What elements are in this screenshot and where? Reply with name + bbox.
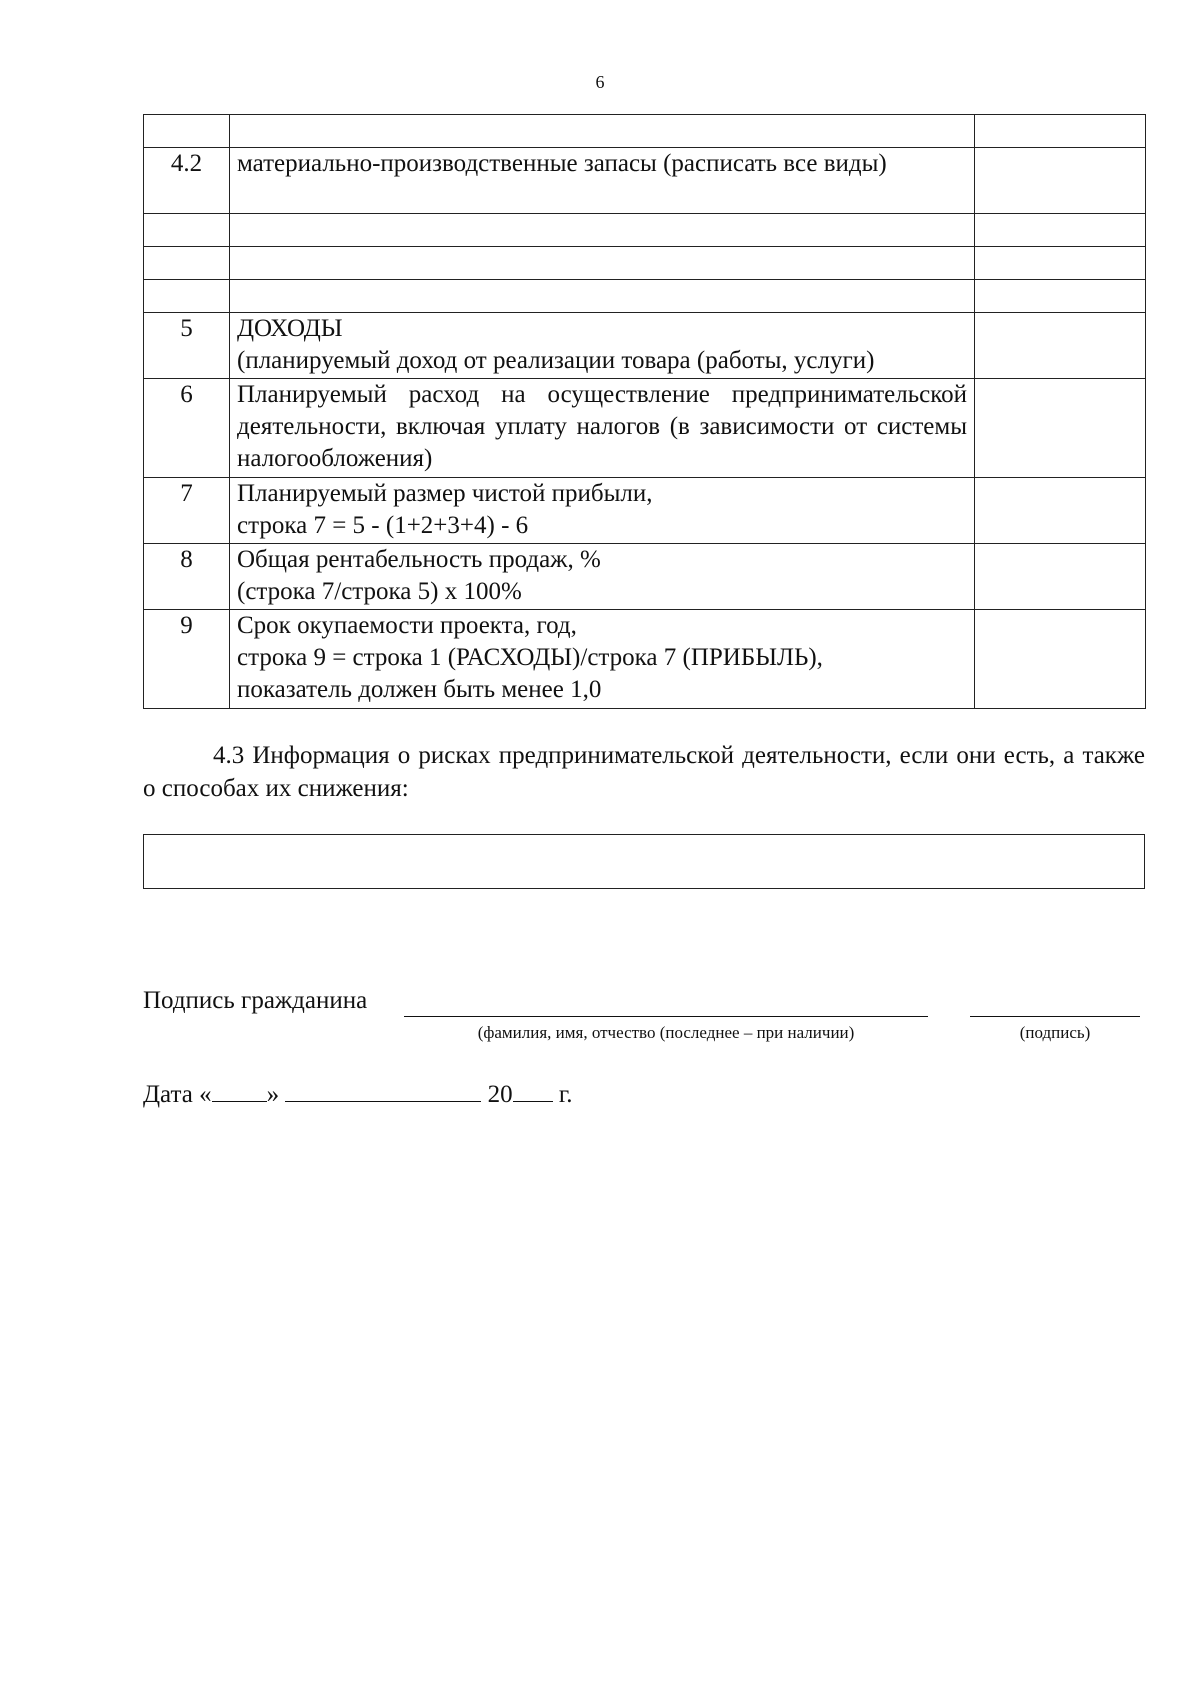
table-row bbox=[144, 247, 1146, 280]
row-number: 5 bbox=[144, 313, 230, 379]
page-number: 6 bbox=[595, 72, 605, 92]
row-description: ДОХОДЫ (планируемый доход от реализации товара (работы, услуги) bbox=[230, 313, 975, 379]
row-description bbox=[230, 247, 975, 280]
row-number bbox=[144, 115, 230, 148]
row-description bbox=[230, 280, 975, 313]
signature-label: Подпись гражданина bbox=[143, 987, 368, 1014]
row-value-field[interactable] bbox=[975, 478, 1146, 544]
row-value-field[interactable] bbox=[975, 313, 1146, 379]
financial-plan-table bbox=[143, 114, 1146, 709]
row-number: 8 bbox=[144, 544, 230, 610]
table-row bbox=[144, 313, 1146, 379]
table-row bbox=[144, 544, 1146, 610]
row-value-field[interactable] bbox=[975, 247, 1146, 280]
row-value-field[interactable] bbox=[975, 544, 1146, 610]
row-description: Планируемый расход на осуществление предпринимательской деятельности, включая уплату налогов (в зависимости от системы налогообложения) bbox=[230, 379, 975, 478]
year-field[interactable] bbox=[513, 1077, 553, 1102]
day-field[interactable] bbox=[212, 1077, 267, 1102]
date-row bbox=[143, 1077, 573, 1109]
month-field[interactable] bbox=[285, 1077, 481, 1102]
table-row bbox=[144, 148, 1146, 214]
row-description: Планируемый размер чистой прибыли, строка 7 = 5 - (1+2+3+4) - 6 bbox=[230, 478, 975, 544]
row-value-field[interactable] bbox=[975, 280, 1146, 313]
row-number: 6 bbox=[144, 379, 230, 478]
year-suffix: г. bbox=[558, 1081, 573, 1108]
full-name-line[interactable] bbox=[404, 1016, 928, 1017]
row-description bbox=[230, 115, 975, 148]
table-row bbox=[144, 115, 1146, 148]
row-number: 7 bbox=[144, 478, 230, 544]
risk-info-paragraph: 4.3 Информация о рисках предпринимательской деятельности, если они есть, а также о способах их снижения: bbox=[143, 742, 1145, 802]
date-label: Дата « bbox=[143, 1081, 212, 1108]
row-number: 9 bbox=[144, 610, 230, 709]
full-name-caption: (фамилия, имя, отчество (последнее – при наличии) bbox=[477, 1023, 855, 1042]
row-value-field[interactable] bbox=[975, 379, 1146, 478]
table-row bbox=[144, 280, 1146, 313]
row-number bbox=[144, 214, 230, 247]
row-description bbox=[230, 214, 975, 247]
row-value-field[interactable] bbox=[975, 148, 1146, 214]
row-value-field[interactable] bbox=[975, 214, 1146, 247]
table-row bbox=[144, 214, 1146, 247]
row-value-field[interactable] bbox=[975, 610, 1146, 709]
row-number bbox=[144, 280, 230, 313]
year-prefix: 20 bbox=[487, 1081, 513, 1108]
signature-line[interactable] bbox=[970, 1016, 1140, 1017]
table-row bbox=[144, 478, 1146, 544]
row-number: 4.2 bbox=[144, 148, 230, 214]
row-description: Общая рентабельность продаж, % (строка 7/строка 5) х 100% bbox=[230, 544, 975, 610]
signature-caption: (подпись) bbox=[1019, 1023, 1091, 1042]
date-close-quote: » bbox=[266, 1081, 280, 1108]
row-number bbox=[144, 247, 230, 280]
row-description: Срок окупаемости проекта, год, строка 9 = строка 1 (РАСХОДЫ)/строка 7 (ПРИБЫЛЬ), показатель должен быть менее 1,0 bbox=[230, 610, 975, 709]
risk-info-field[interactable] bbox=[143, 834, 1145, 889]
table-row bbox=[144, 379, 1146, 478]
table-row bbox=[144, 610, 1146, 709]
row-description: материально-производственные запасы (расписать все виды) bbox=[230, 148, 975, 214]
row-value-field[interactable] bbox=[975, 115, 1146, 148]
